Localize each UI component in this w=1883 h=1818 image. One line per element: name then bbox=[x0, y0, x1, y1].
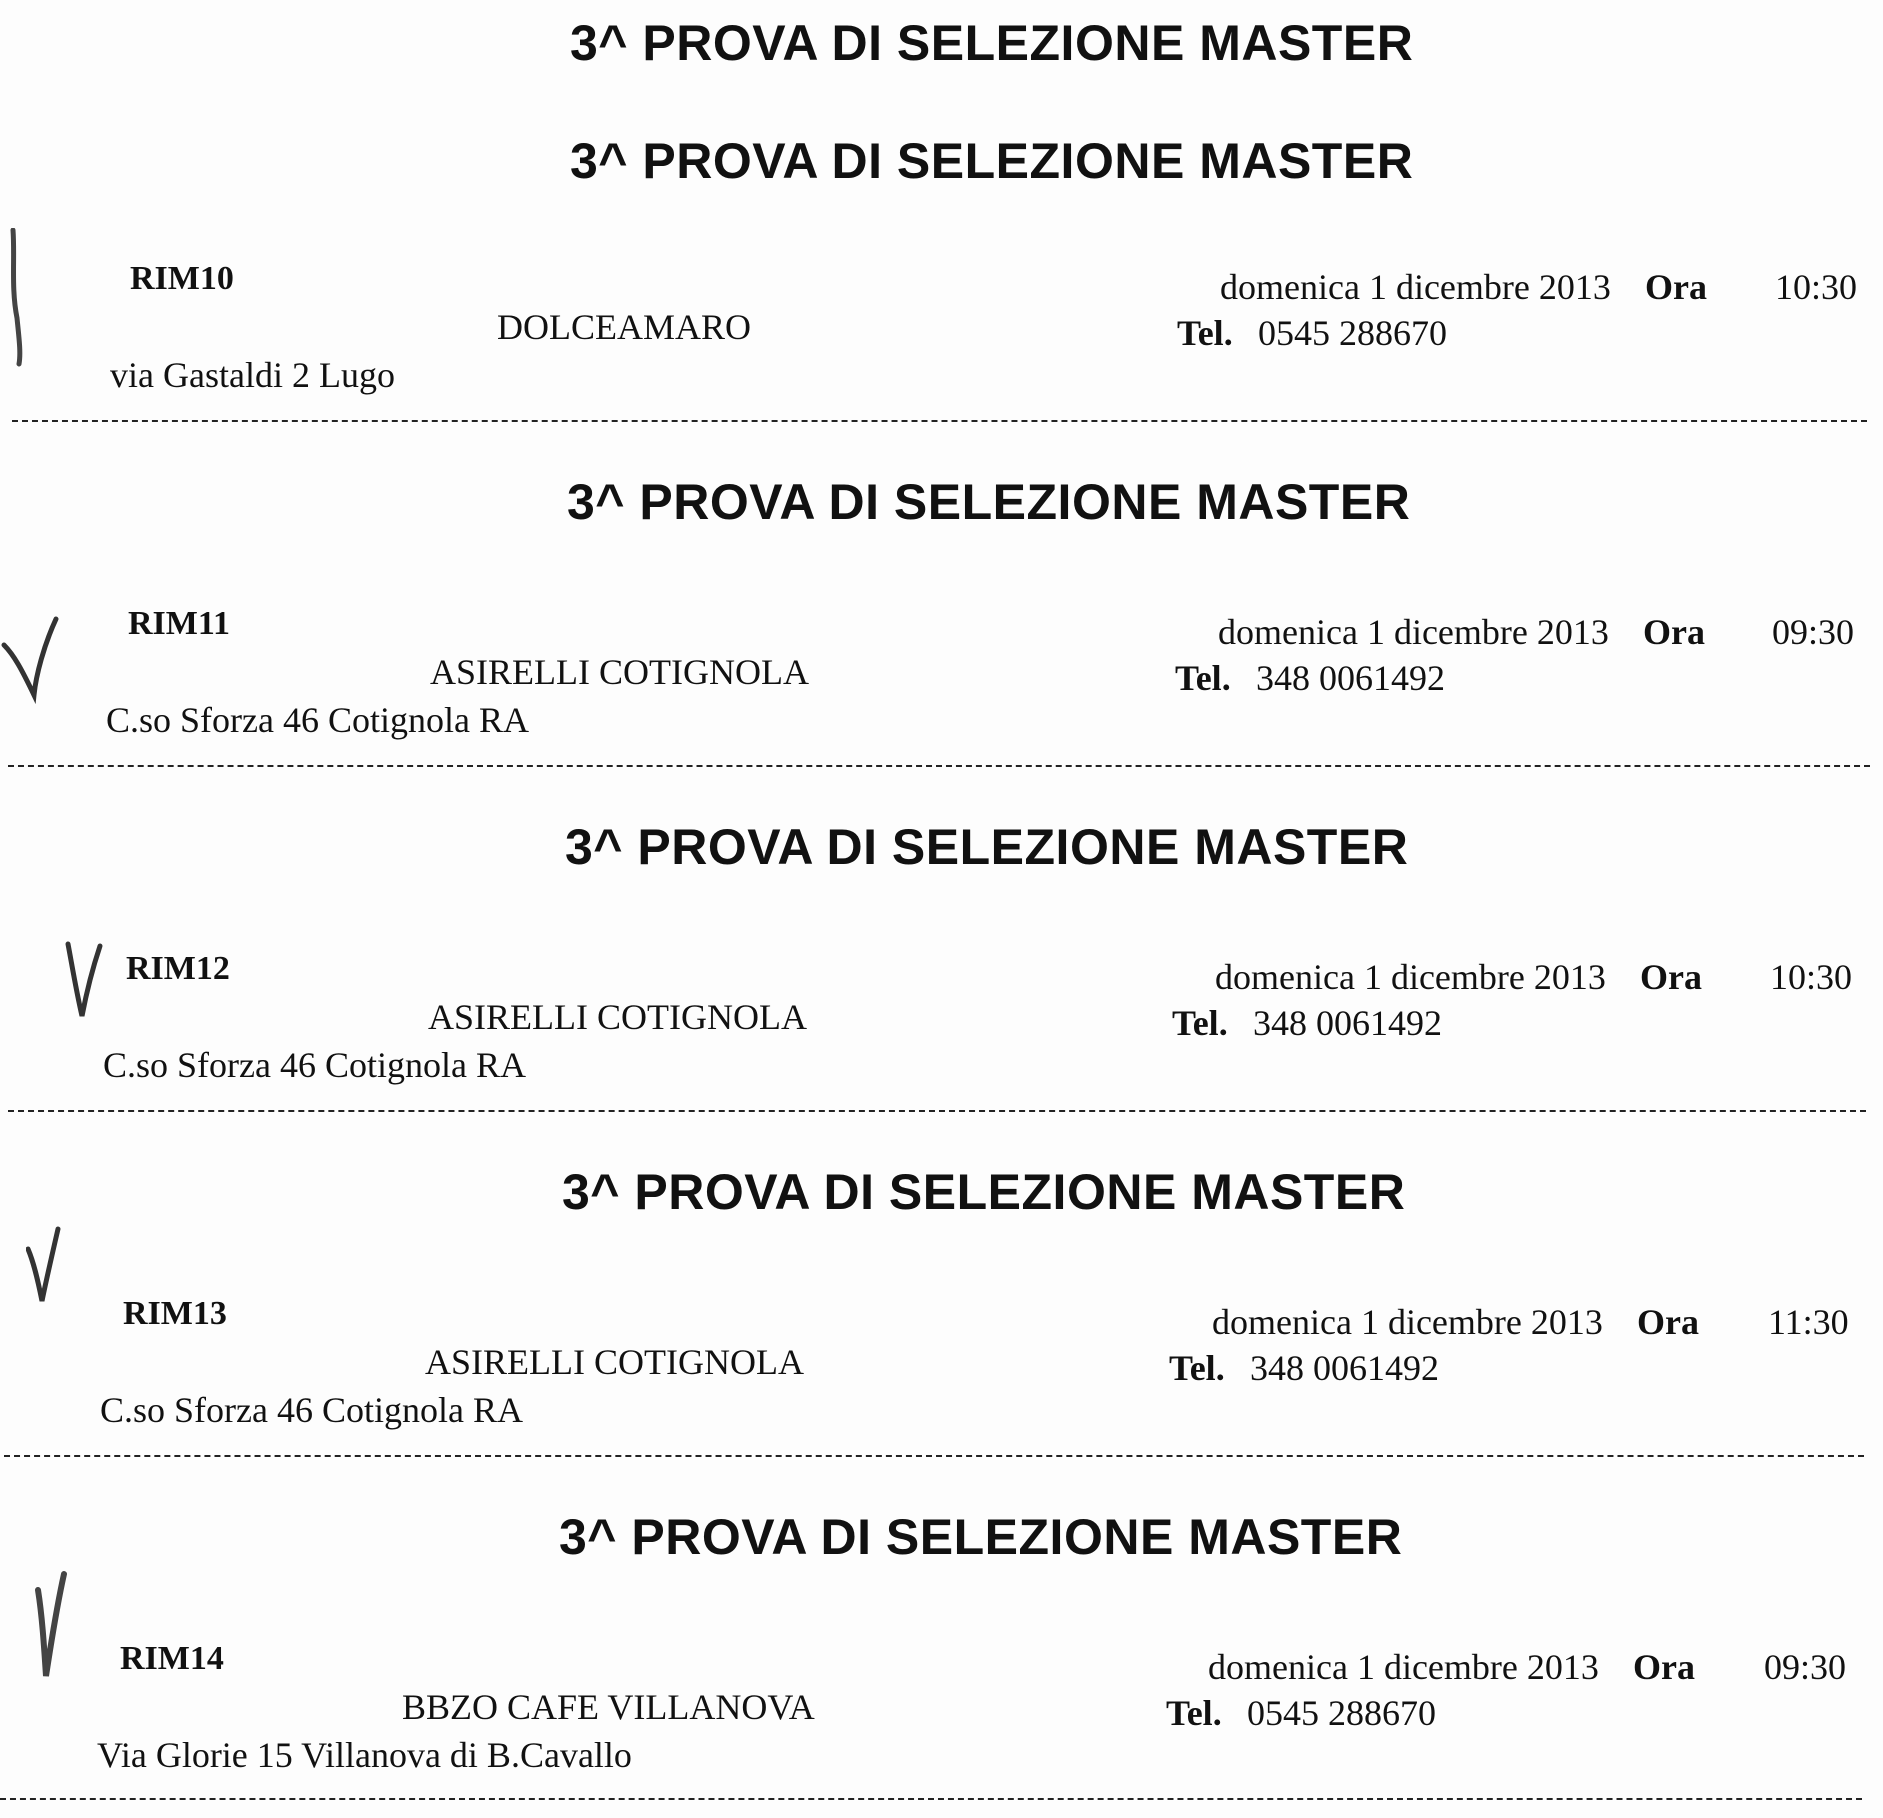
ticket-time: 10:30 bbox=[1775, 267, 1858, 307]
ticket-date: domenica 1 dicembre 2013 bbox=[1212, 1302, 1603, 1342]
ticket-title: 3^ PROVA DI SELEZIONE MASTER bbox=[562, 1164, 1406, 1220]
ticket-code: RIM13 bbox=[123, 1295, 227, 1332]
ticket-time: 09:30 bbox=[1764, 1647, 1847, 1687]
ticket-title: 3^ PROVA DI SELEZIONE MASTER bbox=[567, 474, 1411, 530]
ticket-title: 3^ PROVA DI SELEZIONE MASTER bbox=[565, 819, 1409, 875]
ticket-code: RIM11 bbox=[128, 605, 230, 642]
handwritten-check-mark-icon bbox=[64, 940, 104, 1020]
time-label: Ora bbox=[1633, 1647, 1695, 1687]
time-label: Ora bbox=[1645, 267, 1707, 307]
ticket-phone: 0545 288670 bbox=[1247, 1693, 1436, 1733]
ticket-date: domenica 1 dicembre 2013 bbox=[1220, 267, 1611, 307]
ticket-address: C.so Sforza 46 Cotignola RA bbox=[100, 1390, 523, 1430]
ticket-date: domenica 1 dicembre 2013 bbox=[1218, 612, 1609, 652]
cut-line bbox=[0, 1798, 1862, 1800]
ticket-venue: ASIRELLI COTIGNOLA bbox=[430, 652, 809, 692]
time-label: Ora bbox=[1643, 612, 1705, 652]
ticket-rim12 bbox=[0, 690, 1883, 1085]
ticket-time: 09:30 bbox=[1772, 612, 1855, 652]
ticket-time: 10:30 bbox=[1770, 957, 1853, 997]
phone-label: Tel. bbox=[1169, 1348, 1225, 1388]
ticket-phone: 348 0061492 bbox=[1250, 1348, 1439, 1388]
page-title: 3^ PROVA DI SELEZIONE MASTER bbox=[570, 15, 1414, 71]
ticket-address: via Gastaldi 2 Lugo bbox=[110, 355, 395, 395]
ticket-phone: 0545 288670 bbox=[1258, 313, 1447, 353]
ticket-venue: ASIRELLI COTIGNOLA bbox=[428, 997, 807, 1037]
ticket-phone: 348 0061492 bbox=[1256, 658, 1445, 698]
handwritten-check-mark-icon bbox=[26, 1225, 62, 1305]
ticket-code: RIM14 bbox=[120, 1640, 224, 1677]
phone-label: Tel. bbox=[1177, 313, 1233, 353]
ticket-phone: 348 0061492 bbox=[1253, 1003, 1442, 1043]
ticket-venue: ASIRELLI COTIGNOLA bbox=[425, 1342, 804, 1382]
time-label: Ora bbox=[1640, 957, 1702, 997]
ticket-rim14 bbox=[0, 1380, 1883, 1775]
phone-label: Tel. bbox=[1166, 1693, 1222, 1733]
ticket-time: 11:30 bbox=[1768, 1302, 1849, 1342]
time-label: Ora bbox=[1637, 1302, 1699, 1342]
ticket-code: RIM10 bbox=[130, 260, 234, 297]
handwritten-check-mark-icon bbox=[32, 1570, 68, 1680]
ticket-date: domenica 1 dicembre 2013 bbox=[1215, 957, 1606, 997]
phone-label: Tel. bbox=[1175, 658, 1231, 698]
ticket-code: RIM12 bbox=[126, 950, 230, 987]
ticket-venue: DOLCEAMARO bbox=[497, 307, 752, 347]
ticket-address: C.so Sforza 46 Cotignola RA bbox=[103, 1045, 526, 1085]
ticket-title: 3^ PROVA DI SELEZIONE MASTER bbox=[559, 1509, 1403, 1565]
ticket-title: 3^ PROVA DI SELEZIONE MASTER bbox=[570, 133, 1414, 189]
ticket-rim10 bbox=[0, 0, 1883, 395]
ticket-date: domenica 1 dicembre 2013 bbox=[1208, 1647, 1599, 1687]
ticket-venue: BBZO CAFE VILLANOVA bbox=[402, 1687, 815, 1727]
ticket-address: C.so Sforza 46 Cotignola RA bbox=[106, 700, 529, 740]
ticket-address: Via Glorie 15 Villanova di B.Cavallo bbox=[97, 1735, 632, 1775]
ticket-rim11 bbox=[0, 345, 1883, 740]
phone-label: Tel. bbox=[1172, 1003, 1228, 1043]
ticket-rim13 bbox=[0, 1035, 1883, 1430]
